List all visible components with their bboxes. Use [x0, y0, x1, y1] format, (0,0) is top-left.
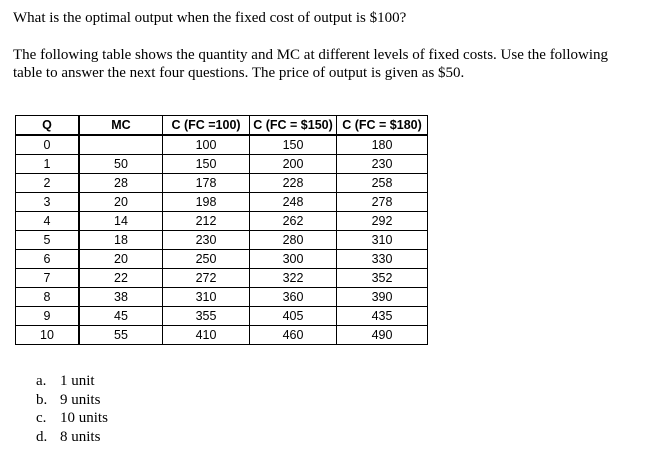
header-c-fc100: C (FC =100) — [163, 116, 250, 136]
cell-c-fc180: 278 — [337, 193, 428, 212]
cell-c-fc100: 178 — [163, 174, 250, 193]
cell-c-fc100: 198 — [163, 193, 250, 212]
cell-c-fc100: 100 — [163, 135, 250, 155]
cell-q: 0 — [16, 135, 80, 155]
table-row — [16, 269, 428, 288]
cell-c-fc100: 410 — [163, 326, 250, 345]
option-text: 1 unit — [60, 373, 95, 389]
table-body — [16, 135, 428, 345]
cell-c-fc150: 150 — [250, 135, 337, 155]
option-letter: a. — [36, 373, 47, 389]
answer-option — [36, 409, 108, 428]
cell-q: 5 — [16, 231, 80, 250]
cell-c-fc100: 355 — [163, 307, 250, 326]
cell-c-fc100: 230 — [163, 231, 250, 250]
cell-q: 8 — [16, 288, 80, 307]
cell-mc: 14 — [79, 212, 163, 231]
cell-mc — [79, 135, 163, 155]
table-row — [16, 326, 428, 345]
cell-c-fc150: 200 — [250, 155, 337, 174]
cell-q: 10 — [16, 326, 80, 345]
table-header-row — [16, 116, 428, 136]
cell-c-fc180: 310 — [337, 231, 428, 250]
header-mc: MC — [79, 116, 163, 136]
cell-q: 2 — [16, 174, 80, 193]
option-letter: d. — [36, 428, 48, 445]
cell-mc: 18 — [79, 231, 163, 250]
answer-options — [36, 372, 108, 446]
option-letter: c. — [36, 410, 47, 426]
option-letter: b. — [36, 391, 48, 408]
cell-mc: 45 — [79, 307, 163, 326]
cell-c-fc150: 228 — [250, 174, 337, 193]
cell-c-fc150: 248 — [250, 193, 337, 212]
cell-q: 6 — [16, 250, 80, 269]
cell-c-fc100: 250 — [163, 250, 250, 269]
cell-q: 9 — [16, 307, 80, 326]
cell-c-fc180: 352 — [337, 269, 428, 288]
cell-q: 4 — [16, 212, 80, 231]
cell-mc: 28 — [79, 174, 163, 193]
cell-c-fc180: 390 — [337, 288, 428, 307]
cell-c-fc150: 322 — [250, 269, 337, 288]
cell-c-fc180: 490 — [337, 326, 428, 345]
table-row — [16, 250, 428, 269]
cell-q: 3 — [16, 193, 80, 212]
cell-mc: 22 — [79, 269, 163, 288]
cell-q: 7 — [16, 269, 80, 288]
cell-c-fc180: 180 — [337, 135, 428, 155]
cell-c-fc180: 230 — [337, 155, 428, 174]
cell-c-fc100: 150 — [163, 155, 250, 174]
option-text: 8 units — [60, 428, 101, 445]
cell-c-fc100: 310 — [163, 288, 250, 307]
answer-option — [36, 428, 108, 447]
cell-c-fc180: 435 — [337, 307, 428, 326]
table-row — [16, 307, 428, 326]
cell-c-fc150: 280 — [250, 231, 337, 250]
intro-paragraph: The following table shows the quantity and MC at different levels of fixed costs. Use the following table to answer the next four questions. The price of output is given as $50. — [13, 47, 609, 81]
table-row — [16, 135, 428, 155]
cell-c-fc150: 300 — [250, 250, 337, 269]
table-row — [16, 212, 428, 231]
cell-mc: 38 — [79, 288, 163, 307]
table-row — [16, 155, 428, 174]
cell-q: 1 — [16, 155, 80, 174]
header-c-fc150: C (FC = $150) — [250, 116, 337, 136]
cell-c-fc180: 258 — [337, 174, 428, 193]
cell-c-fc180: 330 — [337, 250, 428, 269]
answer-option — [36, 391, 108, 410]
cell-mc: 55 — [79, 326, 163, 345]
table-row — [16, 288, 428, 307]
answer-option — [36, 372, 108, 391]
cell-c-fc150: 405 — [250, 307, 337, 326]
question-text: What is the optimal output when the fixed cost of output is $100? — [13, 10, 407, 26]
cell-c-fc150: 360 — [250, 288, 337, 307]
header-c-fc180: C (FC = $180) — [337, 116, 428, 136]
cell-mc: 20 — [79, 193, 163, 212]
cell-mc: 20 — [79, 250, 163, 269]
cost-table — [15, 115, 428, 345]
cell-c-fc100: 272 — [163, 269, 250, 288]
table-row — [16, 174, 428, 193]
table-row — [16, 231, 428, 250]
option-text: 10 units — [60, 410, 108, 426]
cell-mc: 50 — [79, 155, 163, 174]
header-q: Q — [16, 116, 80, 136]
cell-c-fc150: 262 — [250, 212, 337, 231]
option-text: 9 units — [60, 391, 101, 408]
cell-c-fc180: 292 — [337, 212, 428, 231]
cell-c-fc150: 460 — [250, 326, 337, 345]
cell-c-fc100: 212 — [163, 212, 250, 231]
table-row — [16, 193, 428, 212]
